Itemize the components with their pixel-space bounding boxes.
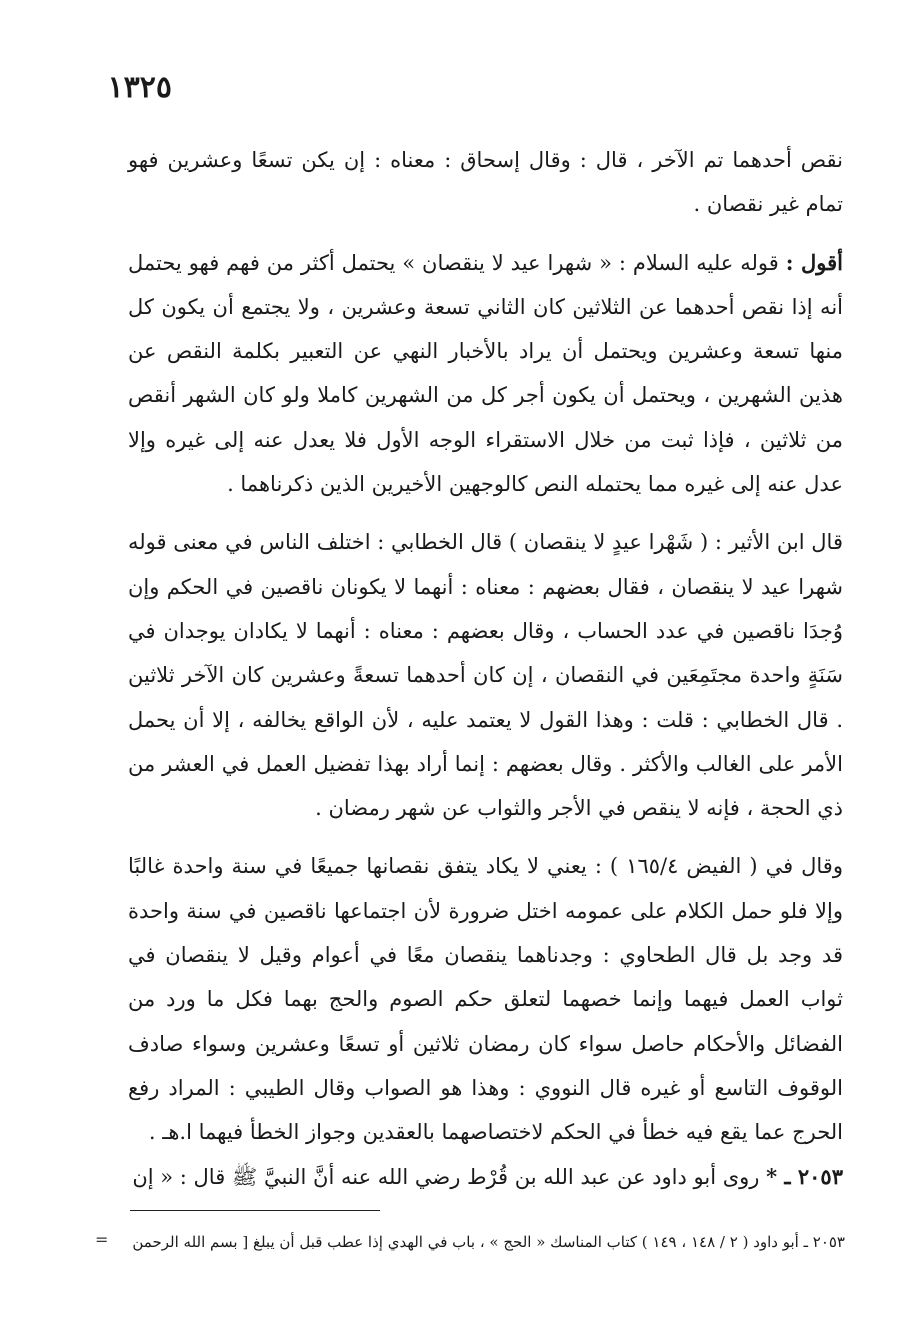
paragraph-4 [128, 844, 843, 1154]
paragraph-3 [128, 520, 843, 830]
page-number: ١٣٢٥ [107, 70, 172, 105]
paragraph-text: وقال في ( الفيض ١٦٥/٤ ) : يعني لا يكاد يتفق نقصانها جميعًا في سنة واحدة غالبًا وإلا فلو حمل الكلام على عمومه اختل ضرورة لأن اجتماعها ناقصين في سنة واحدة قد وجد بل قال الطحاوي : وجدناهما ينقصان معًا في أعوام وقيل لا ينقصان في ثواب العمل فيهما وإنما خصهما لتعلق حكم الصوم والحج بهما فكل ما ورد من الفضائل والأحكام حاصل سواء كان رمضان ثلاثين أو تسعًا وعشرين وسواء صادف الوقوف التاسع أو غيره قال النووي : وهذا هو الصواب وقال الطيبي : المراد رفع الحرج عما يقع فيه خطأ في الحكم لاختصاصهما بالعقدين وجواز الخطأ فيهما ا.هـ . [128, 854, 843, 1145]
paragraph-text: قوله عليه السلام : « شهرا عيد لا ينقصان » يحتمل أكثر من فهم فهو يحتمل أنه إذا نقص أحدهما عن الثلاثين كان الثاني تسعة وعشرين ، ولا يجتمع أن يكون كل منها تسعة وعشرين ويحتمل أن يراد بالأخبار النهي عن التعبير بكلمة النقص عن هذين الشهرين ، ويحتمل أن يكون أجر كل من الشهرين كاملا ولو كان الشهر أنقص من ثلاثين ، فإذا ثبت من خلال الاستقراء الوجه الأول فلا يعدل عنه إلى غيره وإلا عدل عنه إلى غيره مما يحتمله النص كالوجهين الأخيرين الذين ذكرناهما . [128, 250, 843, 497]
paragraph-text: روى أبو داود عن عبد الله بن قُرْط رضي الله عنه أنَّ النبيَّ ﷺ قال : « إن [132, 1164, 767, 1189]
footnote: ٢٠٥٣ ـ أبو داود ( ٢ / ١٤٨ ، ١٤٩ ) كتاب المناسك « الحج » ، باب في الهدي إذا عطب قبل أن يبلغ [ بسم الله الرحمن [132, 1233, 845, 1251]
paragraph-text: نقص أحدهما تم الآخر ، قال : وقال إسحاق : معناه : إن يكن تسعًا وعشرين فهو تمام غير نقصان . [128, 148, 843, 217]
paragraph-text: قال ابن الأثير : ( شَهْرا عيدٍ لا ينقصان ) قال الخطابي : اختلف الناس في معنى قوله شهرا عيد لا ينقصان ، فقال بعضهم : معناه : أنهما لا يكونان ناقصين في الحكم وإن وُجدَا ناقصين في عدد الحساب ، وقال بعضهم : معناه : أنهما لا يكادان يوجدان في سَنَةٍ واحدة مجتَمِعَين في النقصان ، إن كان أحدهما تسعةً وعشرين كان الآخر ثلاثين . قال الخطابي : قلت : وهذا القول لا يعتمد عليه ، لأن الواقع يخالفه ، إلا أن يحمل الأمر على الغالب والأكثر . وقال بعضهم : إنما أراد بهذا تفضيل العمل في العشر من ذي الحجة ، فإنه لا ينقص في الأجر والثواب عن شهر رمضان . [128, 530, 843, 821]
paragraph-lead: أقول : [785, 249, 843, 275]
paragraph-5 [128, 1155, 843, 1199]
paragraph-1 [128, 138, 843, 227]
continuation-mark: = [95, 1230, 109, 1249]
hadith-number: ٢٠٥٣ ـ * [766, 1163, 843, 1189]
footnote-divider [130, 1210, 380, 1211]
paragraph-2 [128, 241, 843, 507]
main-text [128, 138, 843, 1199]
